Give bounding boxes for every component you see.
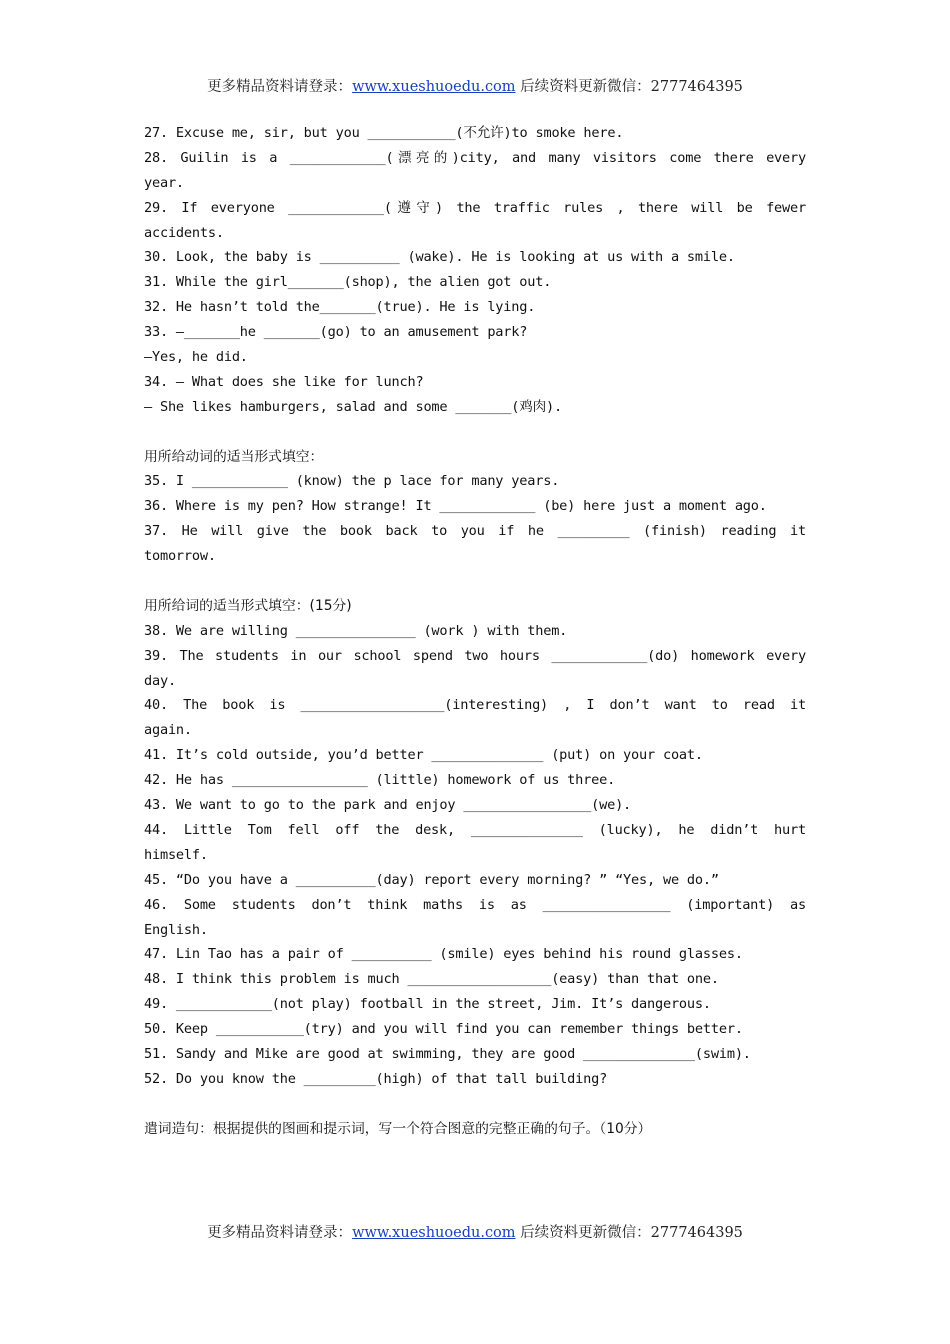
question-51: 51. Sandy and Mike are good at swimming, they are good ______________(swim). [144,1045,751,1062]
question-41: 41. It’s cold outside, you’d better ______________ (put) on your coat. [144,747,703,764]
question-29: 29. If everyone ____________(遵守) the traffic rules , there will be fewer [144,199,806,216]
worksheet-body [144,121,806,1142]
banner-url-link[interactable]: www.xueshuoedu.com [352,79,516,95]
question-40: 40. The book is __________________(interesting) , I don’t want to read it [144,697,806,714]
banner-url-link[interactable]: www.xueshuoedu.com [352,1225,516,1241]
question-32: 32. He hasn’t told the_______(true). He is lying. [144,299,536,316]
question-47: 47. Lin Tao has a pair of __________ (smile) eyes behind his round glasses. [144,946,743,963]
question-52: 52. Do you know the _________(high) of that tall building? [144,1070,608,1087]
banner-suffix: 后续资料更新微信：2777464395 [515,1225,743,1241]
question-34-answer: — She likes hamburgers, salad and some _______(鸡肉). [144,398,563,415]
question-48: 48. I think this problem is much __________________(easy) than that one. [144,971,719,988]
question-29-cont: accidents. [144,224,224,241]
banner-suffix: 后续资料更新微信：2777464395 [515,79,743,95]
question-30: 30. Look, the baby is __________ (wake). He is looking at us with a smile. [144,249,735,266]
section-heading-words: 用所给词的适当形式填空：(15分) [144,597,352,614]
question-42: 42. He has _________________ (little) homework of us three. [144,772,616,789]
question-39: 39. The students in our school spend two hours ____________(do) homework every [144,647,806,664]
question-40-cont: again. [144,722,192,739]
question-34: 34. — What does she like for lunch? [144,373,424,390]
banner-prefix: 更多精品资料请登录： [207,1225,353,1241]
question-36: 36. Where is my pen? How strange! It ____________ (be) here just a moment ago. [144,498,767,515]
question-33-answer: —Yes, he did. [144,349,248,366]
question-46: 46. Some students don’t think maths is as ________________ (important) as [144,896,806,913]
banner-prefix: 更多精品资料请登录： [207,79,353,95]
section-heading-sentences: 遣词造句：根据提供的图画和提示词，写一个符合图意的完整正确的句子。（10分） [144,1120,652,1137]
section-heading-verbs: 用所给动词的适当形式填空： [144,448,324,465]
question-27: 27. Excuse me, sir, but you ___________(不允许)to smoke here. [144,125,624,141]
question-38: 38. We are willing _______________ (work ) with them. [144,622,568,639]
question-28-cont: year. [144,174,184,191]
question-44-cont: himself. [144,846,208,863]
question-37-cont: tomorrow. [144,548,216,565]
header-banner [0,75,950,96]
question-33: 33. —_______he _______(go) to an amusement park? [144,324,528,341]
question-43: 43. We want to go to the park and enjoy ________________(we). [144,797,632,814]
question-45: 45. “Do you have a __________(day) report every morning? ” “Yes, we do.” [144,871,719,888]
question-50: 50. Keep ___________(try) and you will find you can remember things better. [144,1021,743,1038]
question-28: 28. Guilin is a ____________(漂亮的)city, and many visitors come there every [144,149,806,166]
question-46-cont: English. [144,921,208,938]
question-31: 31. While the girl_______(shop), the alien got out. [144,274,552,291]
footer-banner [0,1221,950,1242]
question-39-cont: day. [144,672,176,689]
question-35: 35. I ____________ (know) the p lace for many years. [144,473,560,490]
question-49: 49. ____________(not play) football in the street, Jim. It’s dangerous. [144,996,711,1013]
question-37: 37. He will give the book back to you if he _________ (finish) reading it [144,523,806,540]
question-44: 44. Little Tom fell off the desk, ______________ (lucky), he didn’t hurt [144,821,806,838]
